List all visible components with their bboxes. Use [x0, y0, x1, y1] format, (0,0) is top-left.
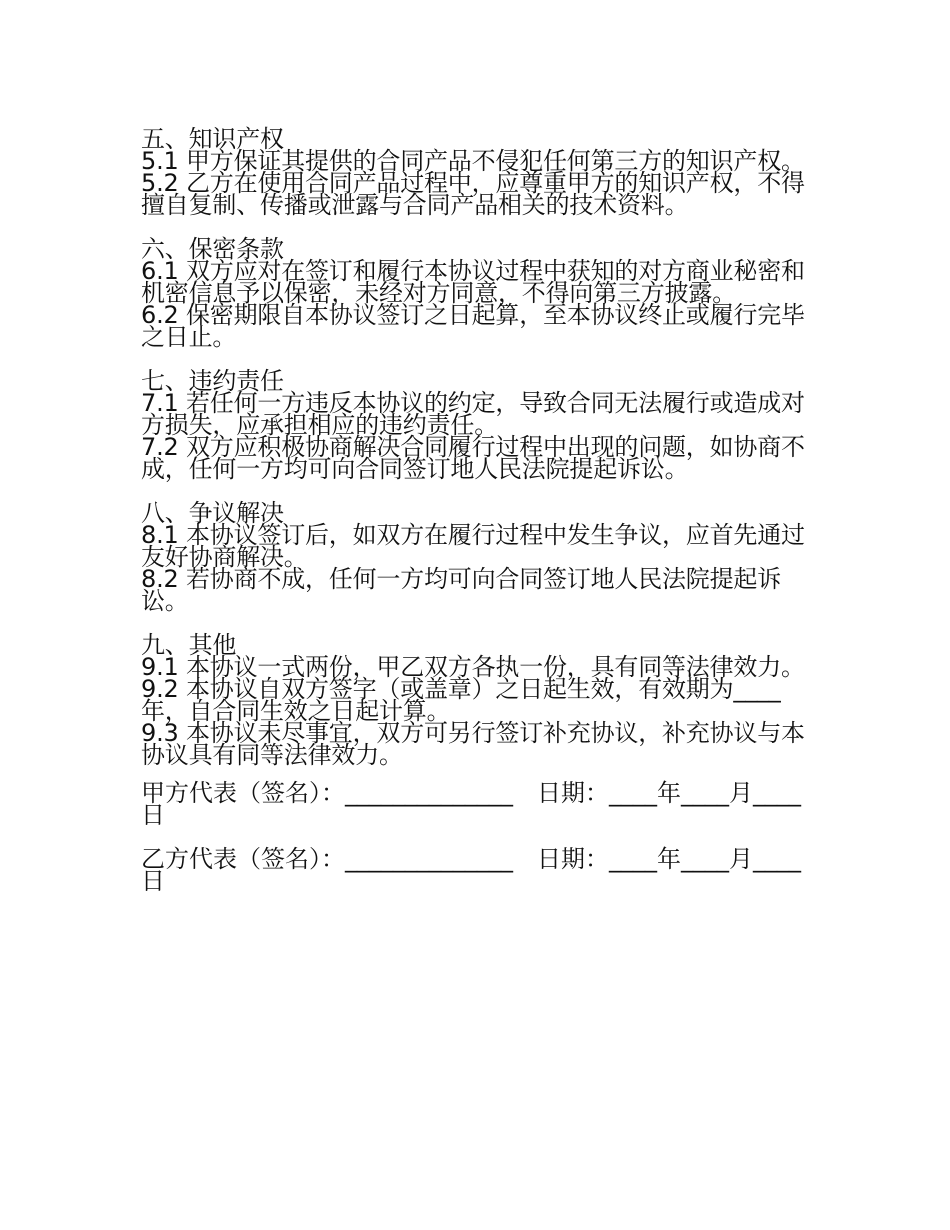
signature-block: [141, 779, 807, 895]
section-heading: 八、争议解决: [141, 499, 284, 527]
clause: 8.1 本协议签订后，如双方在履行过程中发生争议，应首先通过友好协商解决。: [141, 521, 805, 571]
signature-date: 日期：____年____月____日: [141, 845, 801, 895]
clause: 5.1 甲方保证其提供的合同产品不侵犯任何第三方的知识产权。: [141, 147, 805, 175]
signature-date: 日期：____年____月____日: [141, 779, 801, 829]
section-liability: [141, 367, 807, 483]
section-heading: 九、其他: [141, 631, 237, 659]
signature-line-party-b: [141, 845, 807, 895]
section-heading: 七、违约责任: [141, 367, 284, 395]
clause: 9.2 本协议自双方签字（或盖章）之日起生效，有效期为____年，自合同生效之日起计算。: [141, 675, 781, 725]
clause: 9.1 本协议一式两份，甲乙双方各执一份，具有同等法律效力。: [141, 653, 805, 681]
signature-label: 乙方代表（签名）：______________: [141, 845, 513, 873]
clause: 7.2 双方应积极协商解决合同履行过程中出现的问题，如协商不成，任何一方均可向合同签订地人民法院提起诉讼。: [141, 433, 805, 483]
section-intellectual-property: [141, 125, 807, 219]
clause: 6.2 保密期限自本协议签订之日起算，至本协议终止或履行完毕之日止。: [141, 301, 805, 351]
section-confidentiality: [141, 235, 807, 351]
signature-line-party-a: [141, 779, 807, 829]
clause: 7.1 若任何一方违反本协议的约定，导致合同无法履行或造成对方损失，应承担相应的违约责任。: [141, 389, 805, 439]
clause: 8.2 若协商不成，任何一方均可向合同签订地人民法院提起诉讼。: [141, 565, 781, 615]
section-other: [141, 631, 807, 769]
clause: 9.3 本协议未尽事宜，双方可另行签订补充协议，补充协议与本协议具有同等法律效力。: [141, 719, 805, 769]
contract-document: [141, 125, 807, 914]
clause: 6.1 双方应对在签订和履行本协议过程中获知的对方商业秘密和机密信息予以保密，未经对方同意，不得向第三方披露。: [141, 257, 805, 307]
section-heading: 五、知识产权: [141, 125, 284, 153]
section-heading: 六、保密条款: [141, 235, 284, 263]
section-dispute-resolution: [141, 499, 807, 615]
clause: 5.2 乙方在使用合同产品过程中，应尊重甲方的知识产权，不得擅自复制、传播或泄露与合同产品相关的技术资料。: [141, 169, 805, 219]
signature-label: 甲方代表（签名）：______________: [141, 779, 513, 807]
